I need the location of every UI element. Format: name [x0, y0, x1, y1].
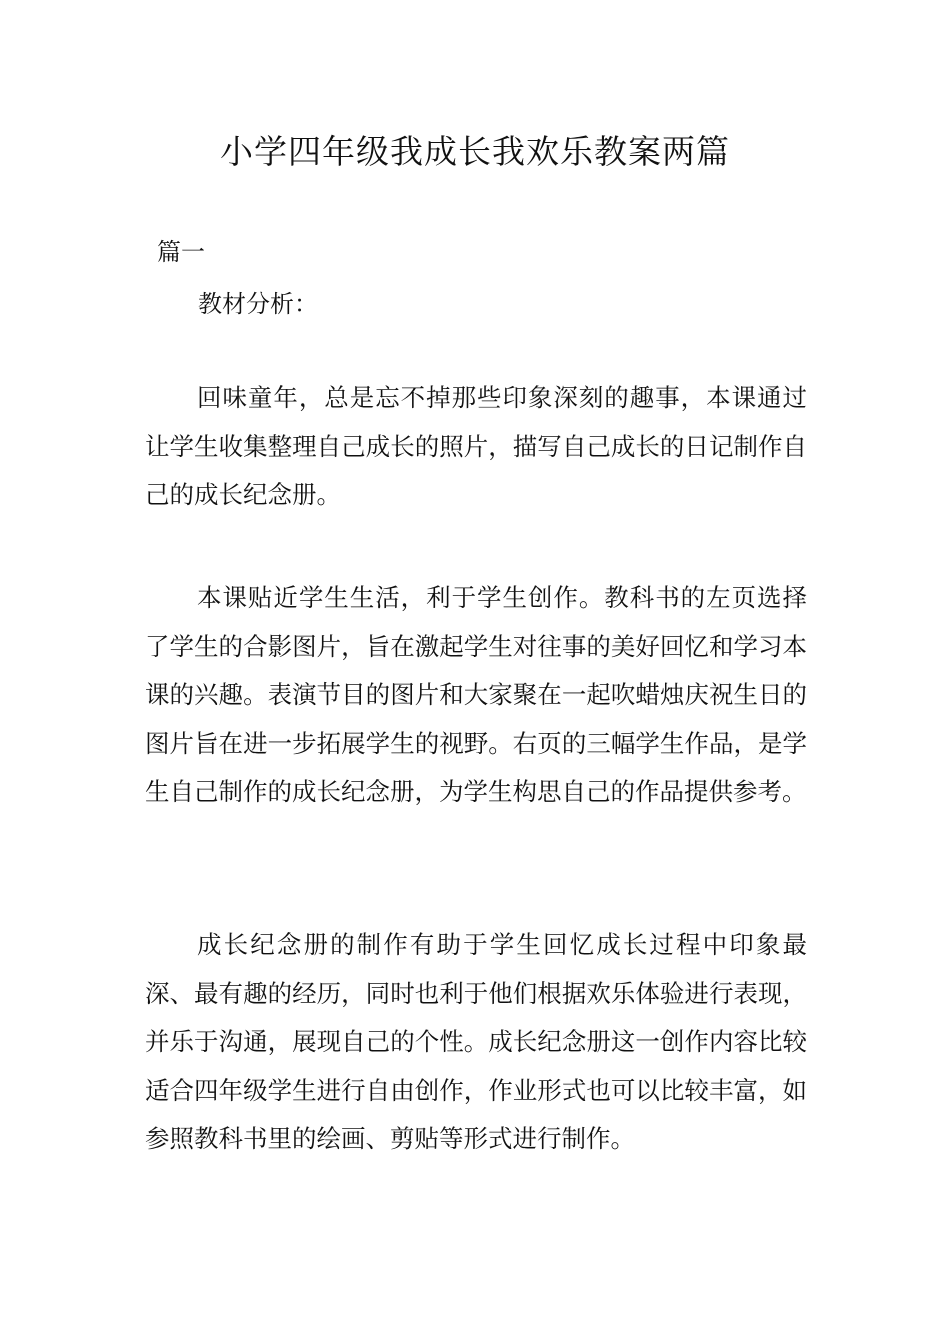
- page-title: 小学四年级我成长我欢乐教案两篇: [220, 132, 730, 171]
- paragraph: 成长纪念册的制作有助于学生回忆成长过程中印象最深、最有趣的经历，同时也利于他们根据欢乐体验进行表现，并乐于沟通，展现自己的个性。成长纪念册这一创作内容比较适合四年级学生进行自由创作，作业形式也可以比较丰富，如参照教科书里的绘画、剪贴等形式进行制作。: [145, 930, 807, 1154]
- paragraph: 本课贴近学生生活，利于学生创作。教科书的左页选择了学生的合影图片，旨在激起学生对往事的美好回忆和学习本课的兴趣。表演节目的图片和大家聚在一起吹蜡烛庆祝生日的图片旨在进一步拓展学生的视野。右页的三幅学生作品，是学生自己制作的成长纪念册，为学生构思自己的作品提供参考。: [145, 583, 807, 807]
- paragraph: 回味童年，总是忘不掉那些印象深刻的趣事，本课通过让学生收集整理自己成长的照片，描写自己成长的日记制作自己的成长纪念册。: [145, 383, 807, 510]
- subheading: 教材分析：: [198, 290, 318, 318]
- section-label: 篇一: [157, 238, 205, 266]
